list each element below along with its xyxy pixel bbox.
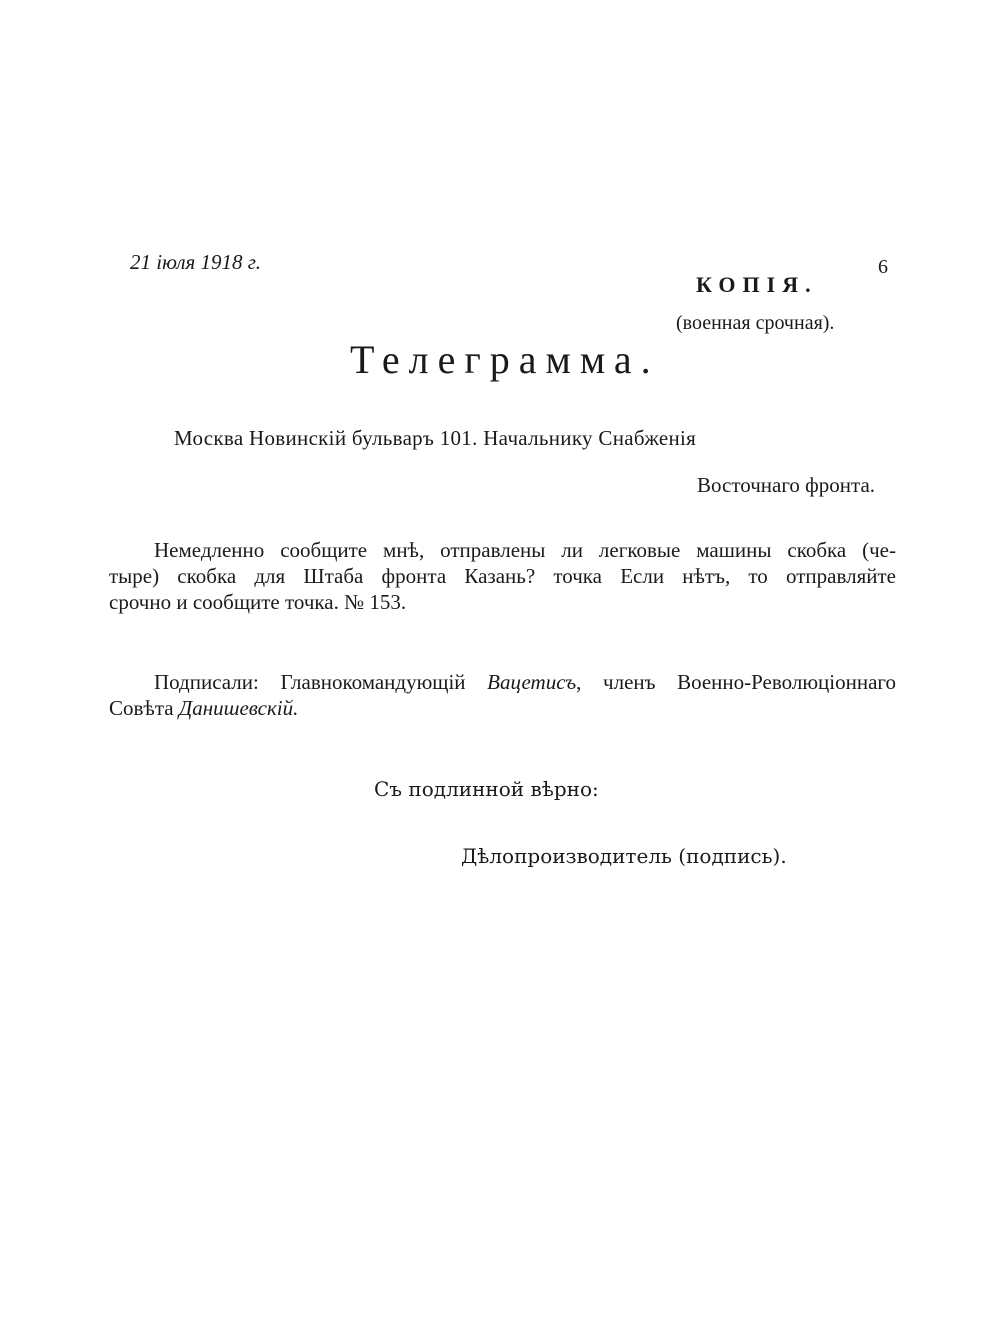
signer-name-1: Вацетисъ — [487, 670, 577, 694]
signer-name-2: Данишевскій. — [178, 696, 299, 720]
address-line-1: Москва Новинскій бульваръ 101. Начальнику Снабженія — [174, 426, 697, 450]
signatures-prefix: Подписали: Главнокомандующій — [154, 670, 466, 694]
body-line-1: Немедленно сообщите мнѣ, отправлены ли легковые машины скобка (че- — [154, 538, 896, 562]
true-copy-statement: Съ подлинной вѣрно: — [374, 777, 599, 801]
document-title: Телеграмма. — [350, 337, 660, 382]
clerk-signature: Дѣлопроизводитель (подпись). — [461, 844, 787, 868]
page-number: 6 — [878, 256, 888, 278]
telegram-body — [109, 537, 896, 615]
copy-subtitle: (военная срочная). — [676, 312, 835, 334]
body-line-2: тыре) скобка для Штаба фронта Казань? точка Если нѣтъ, то отправляйте — [109, 564, 896, 588]
signatures-line2-prefix: Совѣта — [109, 696, 174, 720]
signatures-line-1 — [109, 669, 896, 695]
signatures-middle: , членъ Военно-Революціоннаго — [576, 670, 896, 694]
body-line-3: срочно и сообщите точка. № 153. — [109, 590, 407, 614]
document-date: 21 іюля 1918 г. — [130, 250, 261, 274]
copy-label: КОПІЯ. — [696, 272, 818, 297]
address-line-2: Восточнаго фронта. — [697, 473, 876, 497]
signatures-line-2 — [109, 695, 896, 721]
signatures-block — [109, 669, 896, 721]
